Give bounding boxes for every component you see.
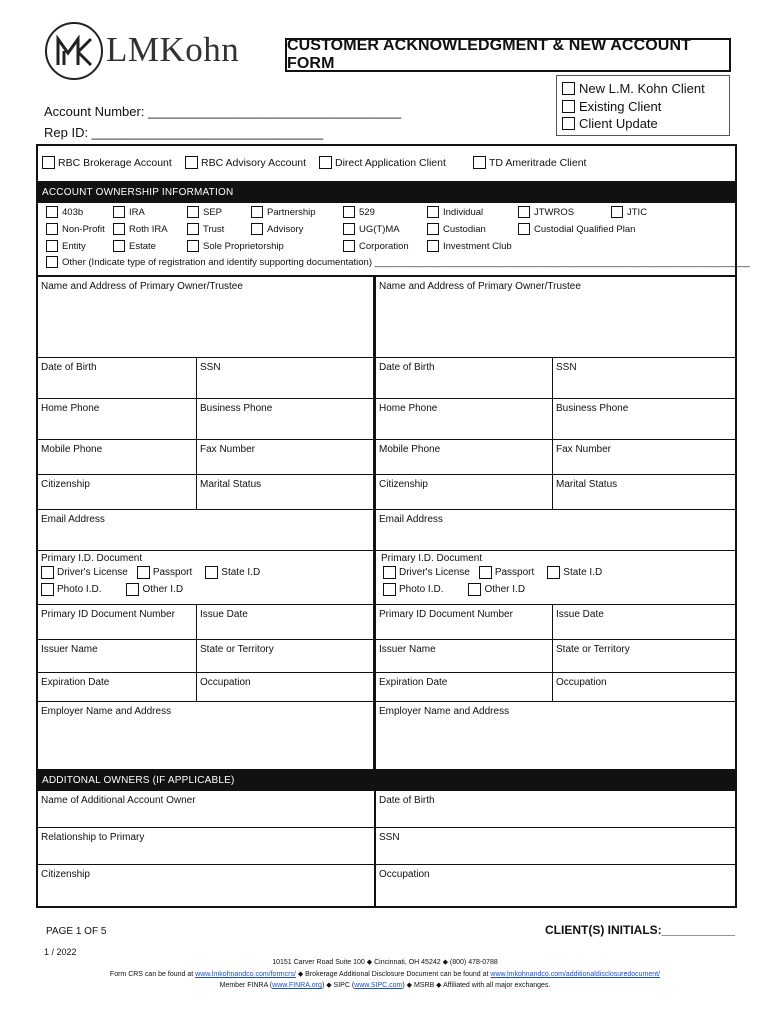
checkbox[interactable] (343, 240, 355, 252)
primary-id-label: Primary I.D. Document (41, 553, 143, 564)
checkbox[interactable] (319, 156, 332, 169)
client-type-update[interactable]: Client Update (562, 115, 729, 133)
member-text: ) ◆ SIPC ( (321, 982, 355, 989)
secondary-ssn-field[interactable]: SSN (553, 358, 735, 399)
ownership-estate[interactable]: Estate (113, 240, 156, 252)
passport-checkbox[interactable] (479, 566, 492, 579)
photo-id-checkbox[interactable] (41, 583, 54, 596)
client-type-new[interactable]: New L.M. Kohn Client (562, 80, 729, 98)
member-text: ) ◆ MSRB ◆ Affiliated with all major exchanges. (402, 982, 551, 989)
secondary-id-label: Primary I.D. Document (381, 553, 483, 564)
disclosure-text: ◆ Brokerage Additional Disclosure Document can be found at (295, 971, 491, 978)
account-kind-row (40, 156, 720, 170)
form-crs-link[interactable]: www.lmkohnandco.com/formcrs/ (195, 971, 296, 978)
secondary-issuer-field[interactable]: Issuer Name (376, 640, 553, 673)
primary-business-phone-field[interactable]: Business Phone (197, 399, 373, 440)
additional-owners-header: ADDITONAL OWNERS (IF APPLICABLE) (38, 769, 735, 791)
photo-id-label: Photo I.D. (399, 584, 444, 595)
ownership-sole-prop[interactable]: Sole Proprietorship (187, 240, 284, 252)
additional-citizenship-field[interactable]: Citizenship (41, 869, 90, 880)
ownership-trust[interactable]: Trust (187, 223, 224, 235)
secondary-marital-field[interactable]: Marital Status (553, 475, 735, 510)
secondary-name-address-field[interactable]: Name and Address of Primary Owner/Trustee (376, 277, 735, 358)
secondary-business-phone-field[interactable]: Business Phone (553, 399, 735, 440)
checkbox[interactable] (473, 156, 486, 169)
primary-dob-field[interactable]: Date of Birth (38, 358, 197, 399)
form-title: CUSTOMER ACKNOWLEDGMENT & NEW ACCOUNT FORM (285, 38, 731, 72)
primary-expiration-field[interactable]: Expiration Date (38, 673, 197, 702)
checkbox[interactable] (343, 223, 355, 235)
passport-label: Passport (152, 567, 193, 578)
secondary-citizenship-field[interactable]: Citizenship (376, 475, 553, 510)
finra-link[interactable]: www.FINRA.org (272, 982, 322, 989)
checkbox[interactable] (427, 240, 439, 252)
account-kind-td[interactable]: TD Ameritrade Client (473, 156, 586, 169)
primary-state-territory-field[interactable]: State or Territory (197, 640, 373, 673)
checkbox[interactable] (518, 206, 530, 218)
checkbox[interactable] (427, 206, 439, 218)
additional-owner-name-field[interactable]: Name of Additional Account Owner (38, 791, 374, 828)
footer-address: 10151 Carver Road Suite 100 ◆ Cincinnati, OH 45242 ◆ (800) 478-0788 (272, 959, 498, 966)
primary-issuer-field[interactable]: Issuer Name (38, 640, 197, 673)
crs-text: Form CRS can be found at (109, 971, 196, 978)
client-type-existing[interactable]: Existing Client (562, 98, 729, 116)
primary-mobile-phone-field[interactable]: Mobile Phone (38, 440, 197, 475)
state-id-label: State I.D (221, 567, 261, 578)
checkbox[interactable] (113, 206, 125, 218)
rep-id-field[interactable]: Rep ID: ________________________________ (44, 125, 324, 140)
checkbox[interactable] (187, 240, 199, 252)
primary-occupation-field[interactable]: Occupation (197, 673, 373, 702)
checkbox[interactable] (42, 156, 55, 169)
ownership-custodial-plan[interactable]: Custodial Qualified Plan (518, 223, 635, 235)
secondary-id-number-field[interactable]: Primary ID Document Number (376, 605, 553, 640)
drivers-license-checkbox[interactable] (41, 566, 54, 579)
checkbox[interactable] (611, 206, 623, 218)
account-kind-rbc-advisory[interactable]: RBC Advisory Account (185, 156, 306, 169)
checkbox[interactable] (113, 223, 125, 235)
logo-emblem (45, 22, 103, 80)
checkbox[interactable] (187, 206, 199, 218)
primary-name-address-field[interactable]: Name and Address of Primary Owner/Trustee (38, 277, 373, 358)
footer-membership (0, 981, 770, 989)
additional-occupation-field[interactable]: Occupation (379, 869, 430, 880)
ownership-529[interactable]: 529 (343, 206, 375, 218)
checkbox[interactable] (562, 82, 575, 95)
checkbox[interactable] (46, 256, 58, 268)
other-id-checkbox[interactable] (468, 583, 481, 596)
primary-citizenship-field[interactable]: Citizenship (38, 475, 197, 510)
ownership-sep[interactable]: SEP (187, 206, 222, 218)
secondary-employer-field[interactable]: Employer Name and Address (379, 706, 510, 717)
secondary-mobile-phone-field[interactable]: Mobile Phone (376, 440, 553, 475)
other-id-label: Other I.D (484, 584, 526, 595)
checkbox[interactable] (562, 100, 575, 113)
ownership-other[interactable]: Other (Indicate type of registration and identify supporting documentation) _______________________________________________________________________ (46, 256, 750, 268)
drivers-license-label: Driver's License (57, 567, 128, 578)
other-id-label: Other I.D (142, 584, 184, 595)
passport-label: Passport (494, 567, 535, 578)
account-kind-direct[interactable]: Direct Application Client (319, 156, 446, 169)
ownership-partnership[interactable]: Partnership (251, 206, 316, 218)
checkbox[interactable] (46, 240, 58, 252)
drivers-license-label: Driver's License (399, 567, 470, 578)
secondary-issue-date-field[interactable]: Issue Date (553, 605, 735, 640)
ownership-header: ACCOUNT OWNERSHIP INFORMATION (38, 181, 735, 203)
ownership-ugtma[interactable]: UG(T)MA (343, 223, 400, 235)
checkbox[interactable] (427, 223, 439, 235)
primary-ssn-field[interactable]: SSN (197, 358, 373, 399)
logo-mark-icon (54, 35, 96, 69)
primary-id-number-field[interactable]: Primary ID Document Number (38, 605, 197, 640)
secondary-fax-field[interactable]: Fax Number (553, 440, 735, 475)
ownership-individual[interactable]: Individual (427, 206, 483, 218)
state-id-label: State I.D (563, 567, 603, 578)
primary-marital-field[interactable]: Marital Status (197, 475, 373, 510)
secondary-id-block (376, 551, 735, 605)
primary-employer-field[interactable]: Employer Name and Address (41, 706, 172, 717)
ownership-corporation[interactable]: Corporation (343, 240, 409, 252)
checkbox[interactable] (343, 206, 355, 218)
ownership-investment-club[interactable]: Investment Club (427, 240, 512, 252)
primary-fax-field[interactable]: Fax Number (197, 440, 373, 475)
checkbox[interactable] (251, 206, 263, 218)
ownership-ira[interactable]: IRA (113, 206, 145, 218)
other-id-checkbox[interactable] (126, 583, 139, 596)
photo-id-label: Photo I.D. (57, 584, 102, 595)
checkbox[interactable] (46, 223, 58, 235)
ownership-advisory[interactable]: Advisory (251, 223, 303, 235)
ownership-roth-ira[interactable]: Roth IRA (113, 223, 168, 235)
ownership-jtic[interactable]: JTIC (611, 206, 647, 218)
additional-ssn-field[interactable]: SSN (376, 828, 735, 865)
sipc-link[interactable]: www.SIPC.com (354, 982, 403, 989)
logo-text: LMKohn (106, 30, 240, 69)
primary-email-field[interactable]: Email Address (38, 510, 373, 551)
page-number: PAGE 1 OF 5 (46, 926, 107, 937)
secondary-expiration-field[interactable]: Expiration Date (376, 673, 553, 702)
secondary-occupation-field[interactable]: Occupation (553, 673, 735, 702)
passport-checkbox[interactable] (137, 566, 150, 579)
member-text: Member FINRA ( (219, 982, 273, 989)
ownership-custodian[interactable]: Custodian (427, 223, 486, 235)
additional-relationship-field[interactable]: Relationship to Primary (38, 828, 374, 865)
form-date: 1 / 2022 (44, 947, 77, 957)
drivers-license-checkbox[interactable] (383, 566, 396, 579)
secondary-state-territory-field[interactable]: State or Territory (553, 640, 735, 673)
ownership-nonprofit[interactable]: Non-Profit (46, 223, 105, 235)
account-number-field[interactable]: Account Number: ___________________________________ (44, 104, 402, 119)
additional-dob-field[interactable]: Date of Birth (376, 791, 735, 828)
state-id-checkbox[interactable] (547, 566, 560, 579)
checkbox[interactable] (518, 223, 530, 235)
disclosure-document-link[interactable]: www.lmkohnandco.com/additionaldisclosuredocument/ (490, 971, 661, 978)
secondary-email-field[interactable]: Email Address (376, 510, 735, 551)
photo-id-checkbox[interactable] (383, 583, 396, 596)
checkbox[interactable] (562, 117, 575, 130)
client-initials-field[interactable]: CLIENT(S) INITIALS:___________ (545, 923, 736, 937)
ownership-entity[interactable]: Entity (46, 240, 86, 252)
checkbox[interactable] (187, 223, 199, 235)
checkbox[interactable] (251, 223, 263, 235)
checkbox[interactable] (185, 156, 198, 169)
footer-disclosures (0, 970, 770, 978)
primary-id-block (38, 551, 373, 605)
ownership-jtwros[interactable]: JTWROS (518, 206, 574, 218)
checkbox[interactable] (113, 240, 125, 252)
ownership-403b[interactable]: 403b (46, 206, 83, 218)
primary-issue-date-field[interactable]: Issue Date (197, 605, 373, 640)
secondary-dob-field[interactable]: Date of Birth (376, 358, 553, 399)
checkbox[interactable] (46, 206, 58, 218)
secondary-home-phone-field[interactable]: Home Phone (376, 399, 553, 440)
client-type-box (556, 75, 730, 136)
account-kind-rbc-brokerage[interactable]: RBC Brokerage Account (42, 156, 172, 169)
state-id-checkbox[interactable] (205, 566, 218, 579)
primary-home-phone-field[interactable]: Home Phone (38, 399, 197, 440)
